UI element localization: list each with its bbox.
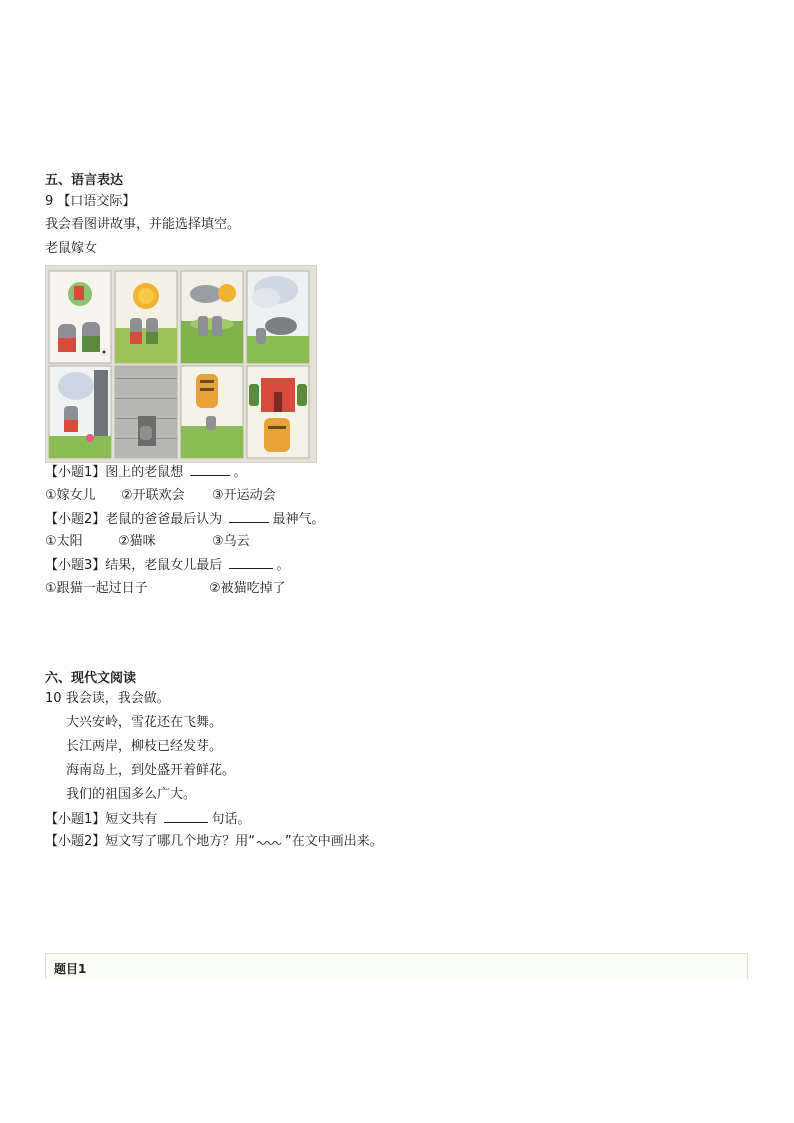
panel-5 [49,366,111,458]
section-heading: 六、现代文阅读 [45,671,137,686]
passage-line: 大兴安岭，雪花还在飞舞。 [66,715,223,730]
option[interactable]: ③开运动会 [212,488,276,503]
subquestion-1 [45,810,250,829]
answer-section-title: 题目1 [54,962,87,976]
story-panels-image [46,266,316,462]
subquestion-tag: 【小题1】 [45,465,106,480]
subquestion-2 [45,833,383,851]
subquestion-text-a: 短文写了哪几个地方？用“ [105,834,256,849]
question-line [45,193,135,211]
subquestion-tag: 【小题2】 [45,512,106,527]
panel-2 [115,271,177,363]
question-tag: 【口语交际】 [57,194,136,209]
section-heading: 五、语言表达 [45,173,124,188]
option[interactable]: ①嫁女儿 [45,488,96,503]
passage-line: 我们的祖国多么广大。 [66,787,197,802]
subquestion-text: 短文共有 [105,812,158,827]
subquestion-text: 结果，老鼠女儿最后 [105,558,223,573]
subquestion-text: 图上的老鼠想 [105,465,184,480]
options-row [45,580,286,598]
question-text: 我会读，我会做。 [65,691,170,706]
subquestion-tag: 【小题3】 [45,558,106,573]
option[interactable]: ③乌云 [212,534,250,549]
subquestion-1 [45,463,246,482]
story-title: 老鼠嫁女 [45,241,98,256]
panel-8 [247,366,309,458]
subquestion-end: 最神气。 [272,512,325,527]
panel-7 [181,366,243,458]
story-illustration [45,265,317,463]
question-number: 9 [45,194,54,209]
answer-blank[interactable] [190,463,230,476]
option[interactable]: ②被猫吃掉了 [209,581,286,596]
option[interactable]: ①太阳 [45,534,83,549]
wavy-underline-icon [256,837,284,847]
answer-blank[interactable] [229,510,269,523]
panel-6 [115,366,177,458]
passage-line: 海南岛上，到处盛开着鲜花。 [66,763,236,778]
subquestion-end: 。 [276,558,290,573]
panel-1 [49,271,111,363]
passage-line: 长江两岸，柳枝已经发芽。 [66,739,223,754]
option[interactable]: ①跟猫一起过日子 [45,581,148,596]
options-row [45,533,250,551]
answer-section-header [45,953,748,979]
answer-blank[interactable] [164,810,208,823]
instruction-text: 我会看图讲故事，并能选择填空。 [45,217,241,232]
question-number: 10 [45,691,62,706]
subquestion-2 [45,510,324,529]
panel-3 [181,271,243,363]
option[interactable]: ②猫咪 [118,534,156,549]
option[interactable]: ②开联欢会 [121,488,185,503]
subquestion-tag: 【小题2】 [45,834,106,849]
question-line [45,690,170,708]
subquestion-tag: 【小题1】 [45,812,106,827]
subquestion-text-b: ”在文中画出来。 [285,834,383,849]
subquestion-3 [45,556,289,575]
subquestion-text: 老鼠的爸爸最后认为 [105,512,223,527]
subquestion-end: 。 [233,465,247,480]
answer-blank[interactable] [229,556,273,569]
panel-4 [247,271,309,363]
subquestion-end: 句话。 [211,812,251,827]
options-row [45,487,276,505]
